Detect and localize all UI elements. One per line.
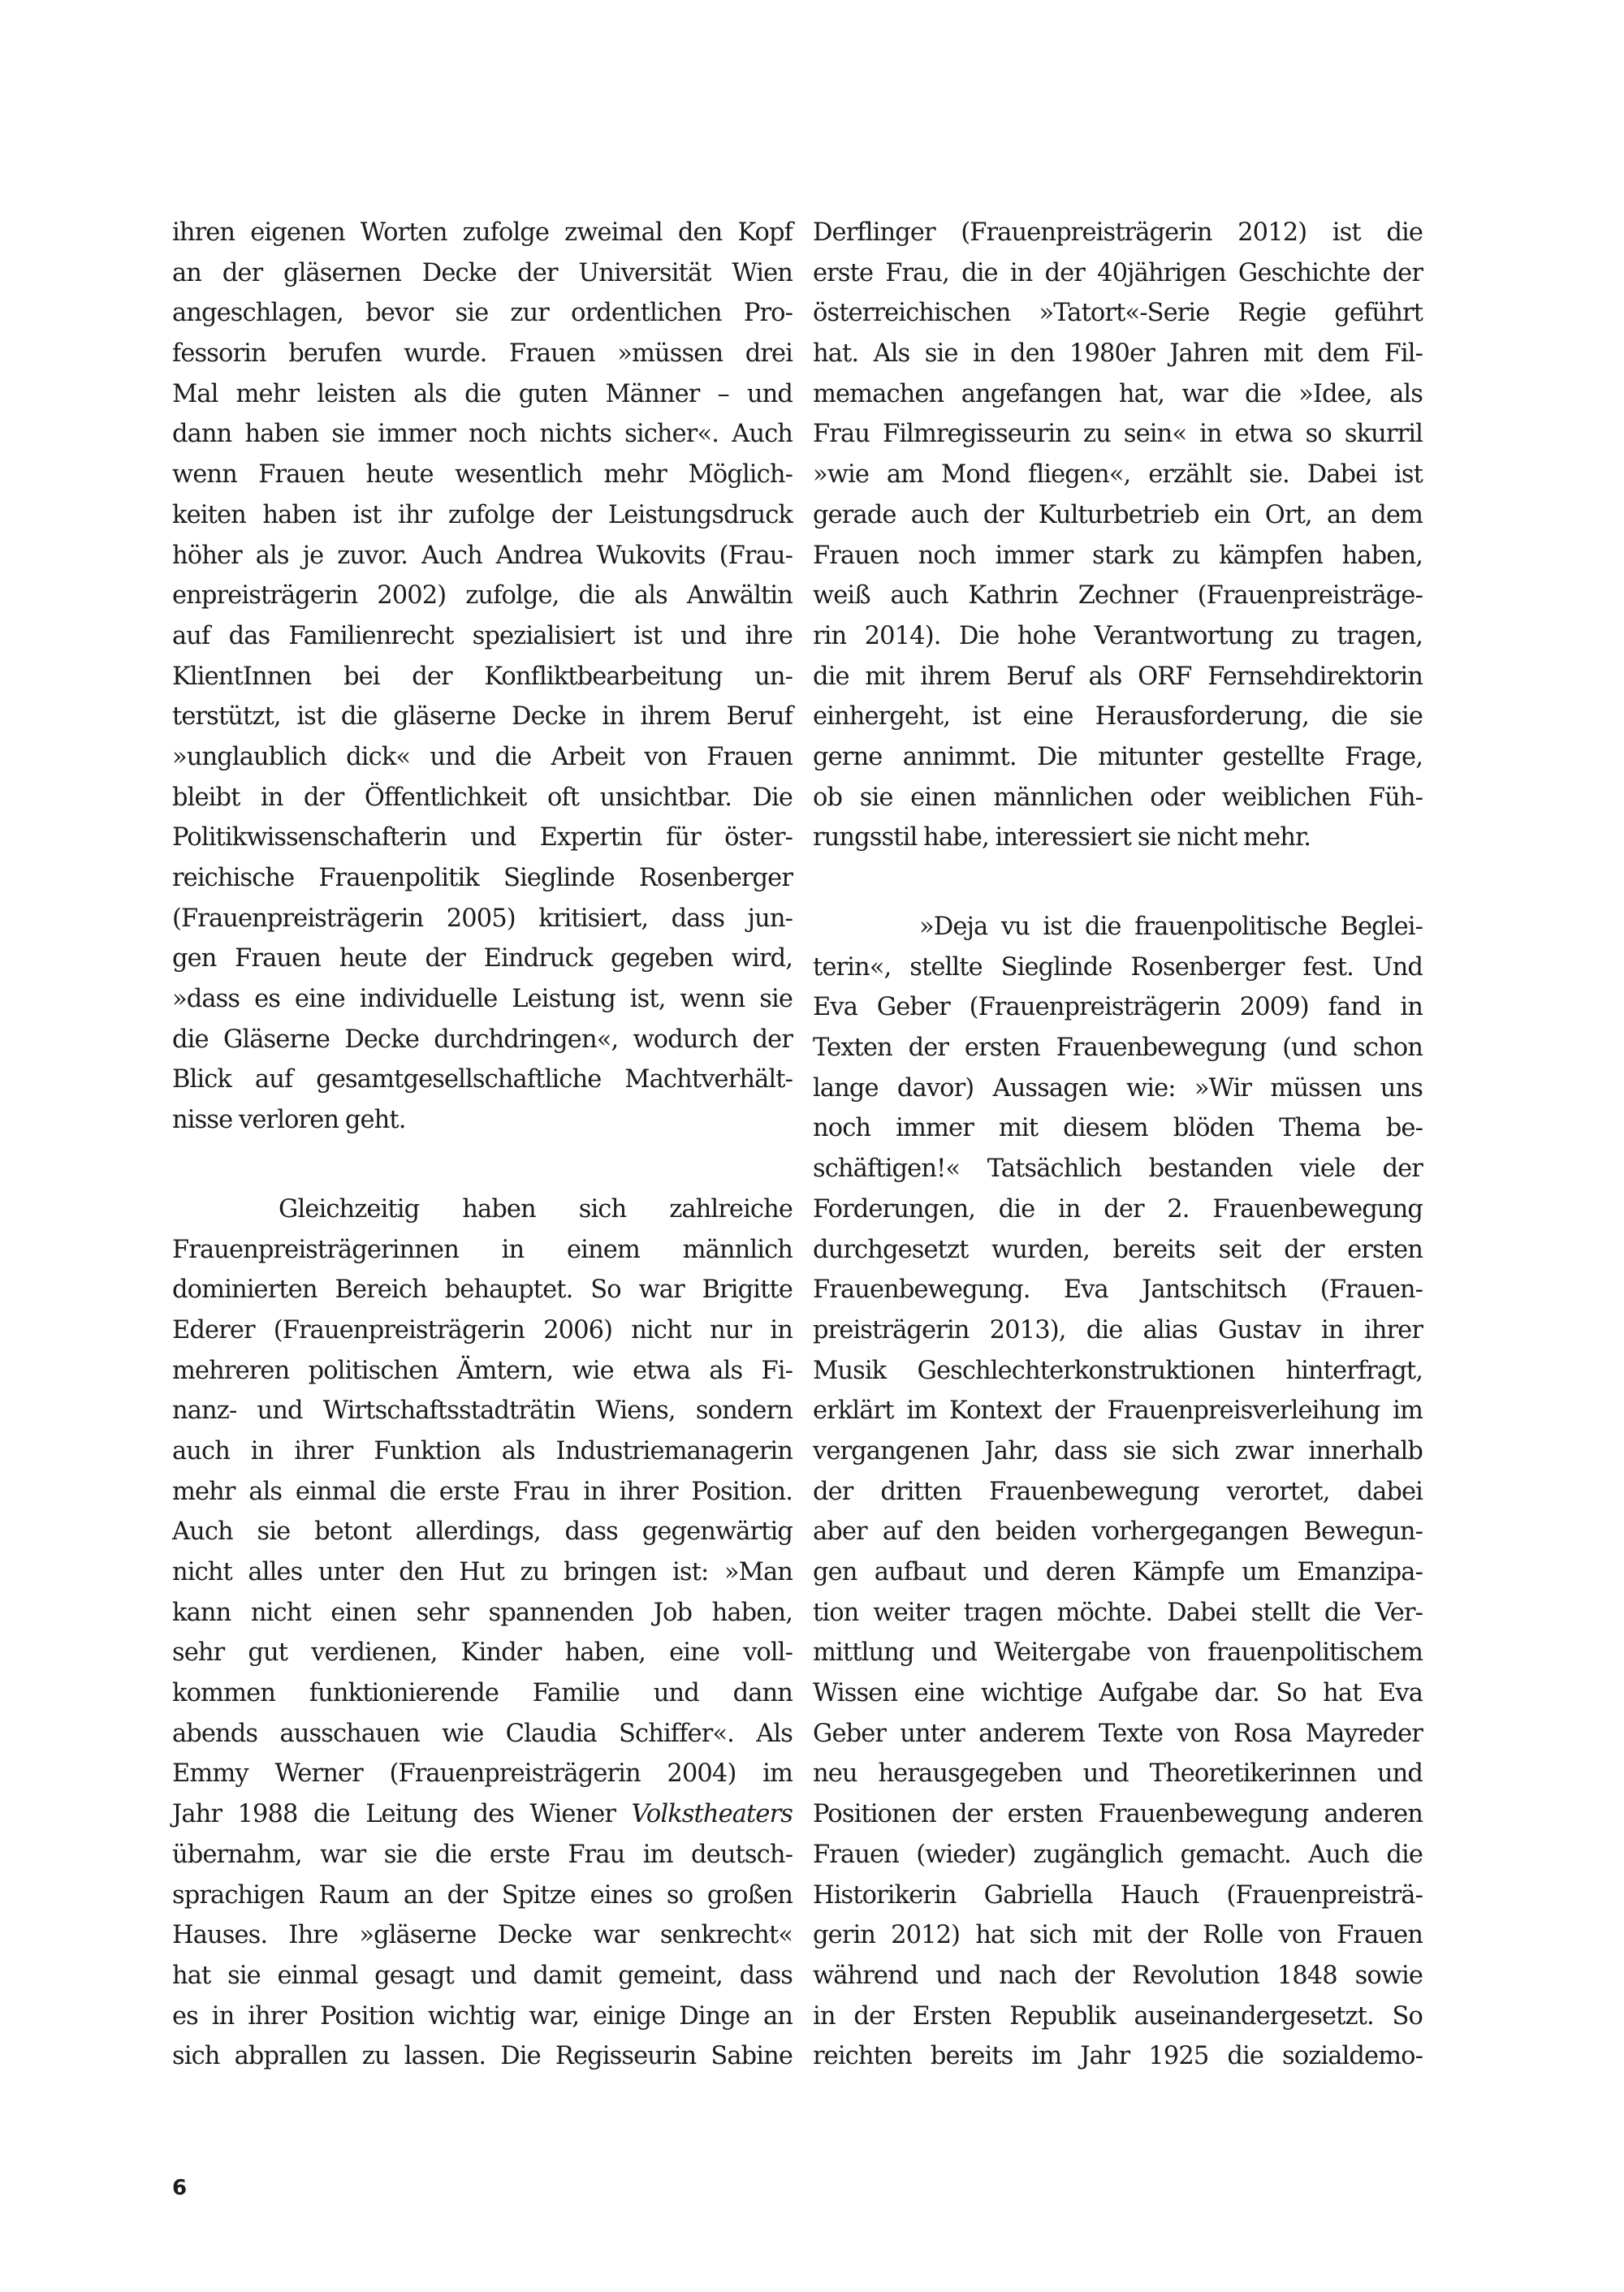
text-line: es in ihrer Position wichtig war, einige Dinge an (172, 2001, 793, 2031)
page-number: 6 (172, 2176, 188, 2200)
text-line: »dass es eine individuelle Leistung ist, wenn sie (172, 985, 793, 1014)
text-line: hat. Als sie in den 1980er Jahren mit dem Fil- (813, 339, 1423, 369)
text-line: vergangenen Jahr, dass sie sich zwar innerhalb (813, 1436, 1423, 1465)
paragraph (813, 907, 1423, 2077)
text-line: »unglaublich dick« und die Arbeit von Frauen (172, 742, 793, 771)
text-line: Wissen eine wichtige Aufgabe dar. So hat Eva (813, 1679, 1423, 1708)
text-line: dann haben sie immer noch nichts sicher«. Auch (172, 420, 793, 449)
text-line: Mal mehr leisten als die guten Männer – und (172, 379, 793, 408)
left-text-column (172, 213, 793, 2077)
text-line: gen aufbaut und deren Kämpfe um Emanzipa- (813, 1558, 1423, 1586)
text-line: Frauenbewegung. Eva Jantschitsch (Frauen- (813, 1275, 1423, 1305)
text-line: Geber unter anderem Texte von Rosa Mayreder (813, 1719, 1423, 1748)
text-line: rungsstil habe, interessiert sie nicht mehr. (813, 823, 1311, 852)
text-line: lange davor) Aussagen wie: »Wir müssen uns (813, 1073, 1423, 1103)
text-line: an der gläsernen Decke der Universität Wien (172, 258, 793, 287)
text-line: terstützt, ist die gläserne Decke in ihrem Beruf (172, 702, 793, 732)
text-line: fessorin berufen wurde. Frauen »müssen drei (172, 339, 793, 369)
text-line: Gleichzeitig haben sich zahlreiche (279, 1194, 793, 1224)
text-line: Eva Geber (Frauenpreisträgerin 2009) fand in (813, 993, 1423, 1022)
text-line: angeschlagen, bevor sie zur ordentlichen Pro- (172, 299, 793, 328)
text-line: kommen funktionierende Familie und dann (172, 1679, 793, 1708)
text-line: Texten der ersten Frauenbewegung (und schon (813, 1034, 1423, 1063)
text-line: mittlung und Weitergabe von frauenpolitischem (813, 1638, 1423, 1668)
text-line: reichten bereits im Jahr 1925 die sozialdemo- (813, 2042, 1423, 2071)
text-line: nicht alles unter den Hut zu bringen ist: »Man (172, 1558, 793, 1586)
text-line: Ederer (Frauenpreisträgerin 2006) nicht nur in (172, 1315, 793, 1345)
text-line: sich abprallen zu lassen. Die Regisseurin Sabine (172, 2042, 793, 2071)
text-line: abends ausschauen wie Claudia Schiffer«. Als (172, 1719, 793, 1748)
text-line: terin«, stellte Sieglinde Rosenberger fest. Und (813, 952, 1423, 982)
text-line: Forderungen, die in der 2. Frauenbewegung (813, 1194, 1423, 1224)
italic-title: Volkstheaters (631, 1800, 793, 1829)
text-line: sehr gut verdienen, Kinder haben, eine voll- (172, 1638, 793, 1668)
text-line: einhergeht, ist eine Herausforderung, die sie (813, 702, 1423, 732)
text-line: ob sie einen männlichen oder weiblichen Füh- (813, 783, 1423, 812)
text-line: Frauen noch immer stark zu kämpfen haben, (813, 541, 1423, 570)
text-line: höher als je zuvor. Auch Andrea Wukovits (Frau- (172, 541, 793, 570)
text-line: mehr als einmal die erste Frau in ihrer Position. (172, 1477, 793, 1506)
text-line: nisse verloren geht. (172, 1106, 406, 1135)
text-line: Jahr 1988 die Leitung des Wiener Volkstheaters (172, 1800, 793, 1829)
text-line: Frau Filmregisseurin zu sein« in etwa so skurril (813, 420, 1423, 449)
text-line: enpreisträgerin 2002) zufolge, die als Anwältin (172, 581, 793, 611)
text-line: (Frauenpreisträgerin 2005) kritisiert, dass jun- (172, 904, 793, 933)
paragraph-gap (813, 858, 1423, 907)
text-line: bleibt in der Öffentlichkeit oft unsichtbar. Die (172, 783, 793, 812)
text-line: keiten haben ist ihr zufolge der Leistungsdruck (172, 500, 793, 529)
text-line: Derflinger (Frauenpreisträgerin 2012) ist die (813, 218, 1423, 247)
text-line: memachen angefangen hat, war die »Idee, als (813, 379, 1423, 408)
text-line: Musik Geschlechterkonstruktionen hinterfragt, (813, 1356, 1423, 1385)
text-line: auf das Familienrecht spezialisiert ist und ihre (172, 621, 793, 650)
text-line: »wie am Mond fliegen«, erzählt sie. Dabei ist (813, 460, 1423, 490)
text-line: tion weiter tragen möchte. Dabei stellt die Ver- (813, 1598, 1423, 1627)
text-line: rin 2014). Die hohe Verantwortung zu tragen, (813, 621, 1423, 650)
text-line: noch immer mit diesem blöden Thema be- (813, 1114, 1423, 1143)
text-line: die Gläserne Decke durchdringen«, wodurch der (172, 1025, 793, 1054)
text-line: hat sie einmal gesagt und damit gemeint, dass (172, 1961, 793, 1990)
text-line: Positionen der ersten Frauenbewegung anderen (813, 1800, 1423, 1829)
text-line: wenn Frauen heute wesentlich mehr Möglich- (172, 460, 793, 490)
text-line: Blick auf gesamtgesellschaftliche Machtverhält- (172, 1065, 793, 1094)
text-line: aber auf den beiden vorhergegangen Bewegun- (813, 1517, 1423, 1547)
text-line: erklärt im Kontext der Frauenpreisverleihung im (813, 1396, 1423, 1426)
text-line: sprachigen Raum an der Spitze eines so großen (172, 1880, 793, 1910)
text-line: Historikerin Gabriella Hauch (Frauenpreisträ- (813, 1880, 1423, 1910)
text-line: Politikwissenschafterin und Expertin für öster- (172, 823, 793, 852)
text-line: KlientInnen bei der Konfliktbearbeitung un- (172, 662, 793, 691)
text-line: schäftigen!« Tatsächlich bestanden viele der (813, 1155, 1423, 1184)
paragraph (172, 213, 793, 1141)
text-line: mehreren politischen Ämtern, wie etwa als Fi- (172, 1356, 793, 1385)
text-line: preisträgerin 2013), die alias Gustav in ihrer (813, 1315, 1423, 1345)
text-line: österreichischen »Tatort«-Serie Regie geführt (813, 299, 1423, 328)
paragraph-gap (172, 1141, 793, 1189)
text-line: kann nicht einen sehr spannenden Job haben, (172, 1598, 793, 1627)
paragraph (172, 1189, 793, 2077)
text-line: ihren eigenen Worten zufolge zweimal den Kopf (172, 218, 793, 247)
text-line: auch in ihrer Funktion als Industriemanagerin (172, 1436, 793, 1465)
text-line: Hauses. Ihre »gläserne Decke war senkrecht« (172, 1921, 793, 1950)
right-text-column (813, 213, 1423, 2077)
text-line: übernahm, war sie die erste Frau im deutsch- (172, 1840, 793, 1869)
text-line: durchgesetzt wurden, bereits seit der ersten (813, 1235, 1423, 1264)
text-line: gerne annimmt. Die mitunter gestellte Frage, (813, 742, 1423, 771)
text-line: in der Ersten Republik auseinandergesetzt. So (813, 2001, 1423, 2031)
text-line: Frauenpreisträgerinnen in einem männlich (172, 1235, 793, 1264)
text-line: neu herausgegeben und Theoretikerinnen und (813, 1759, 1423, 1789)
text-line: reichische Frauenpolitik Sieglinde Rosenberger (172, 864, 793, 892)
text-line: »Deja vu ist die frauenpolitische Beglei- (919, 913, 1423, 941)
text-line: nanz- und Wirtschaftsstadträtin Wiens, sondern (172, 1396, 793, 1426)
text-line: erste Frau, die in der 40jährigen Geschichte der (813, 258, 1423, 287)
text-line: Auch sie betont allerdings, dass gegenwärtig (172, 1517, 793, 1547)
text-line: der dritten Frauenbewegung verortet, dabei (813, 1477, 1423, 1506)
paragraph (813, 213, 1423, 858)
text-line: gerin 2012) hat sich mit der Rolle von Frauen (813, 1921, 1423, 1950)
text-line: dominierten Bereich behauptet. So war Brigitte (172, 1275, 793, 1305)
text-line: weiß auch Kathrin Zechner (Frauenpreisträge- (813, 581, 1423, 611)
text-line: gen Frauen heute der Eindruck gegeben wird, (172, 944, 793, 973)
text-line: gerade auch der Kulturbetrieb ein Ort, an dem (813, 500, 1423, 529)
text-line: die mit ihrem Beruf als ORF Fernsehdirektorin (813, 662, 1423, 691)
text-line: Frauen (wieder) zugänglich gemacht. Auch die (813, 1840, 1423, 1869)
text-line: Emmy Werner (Frauenpreisträgerin 2004) im (172, 1759, 793, 1789)
text-line: während und nach der Revolution 1848 sowie (813, 1961, 1423, 1990)
